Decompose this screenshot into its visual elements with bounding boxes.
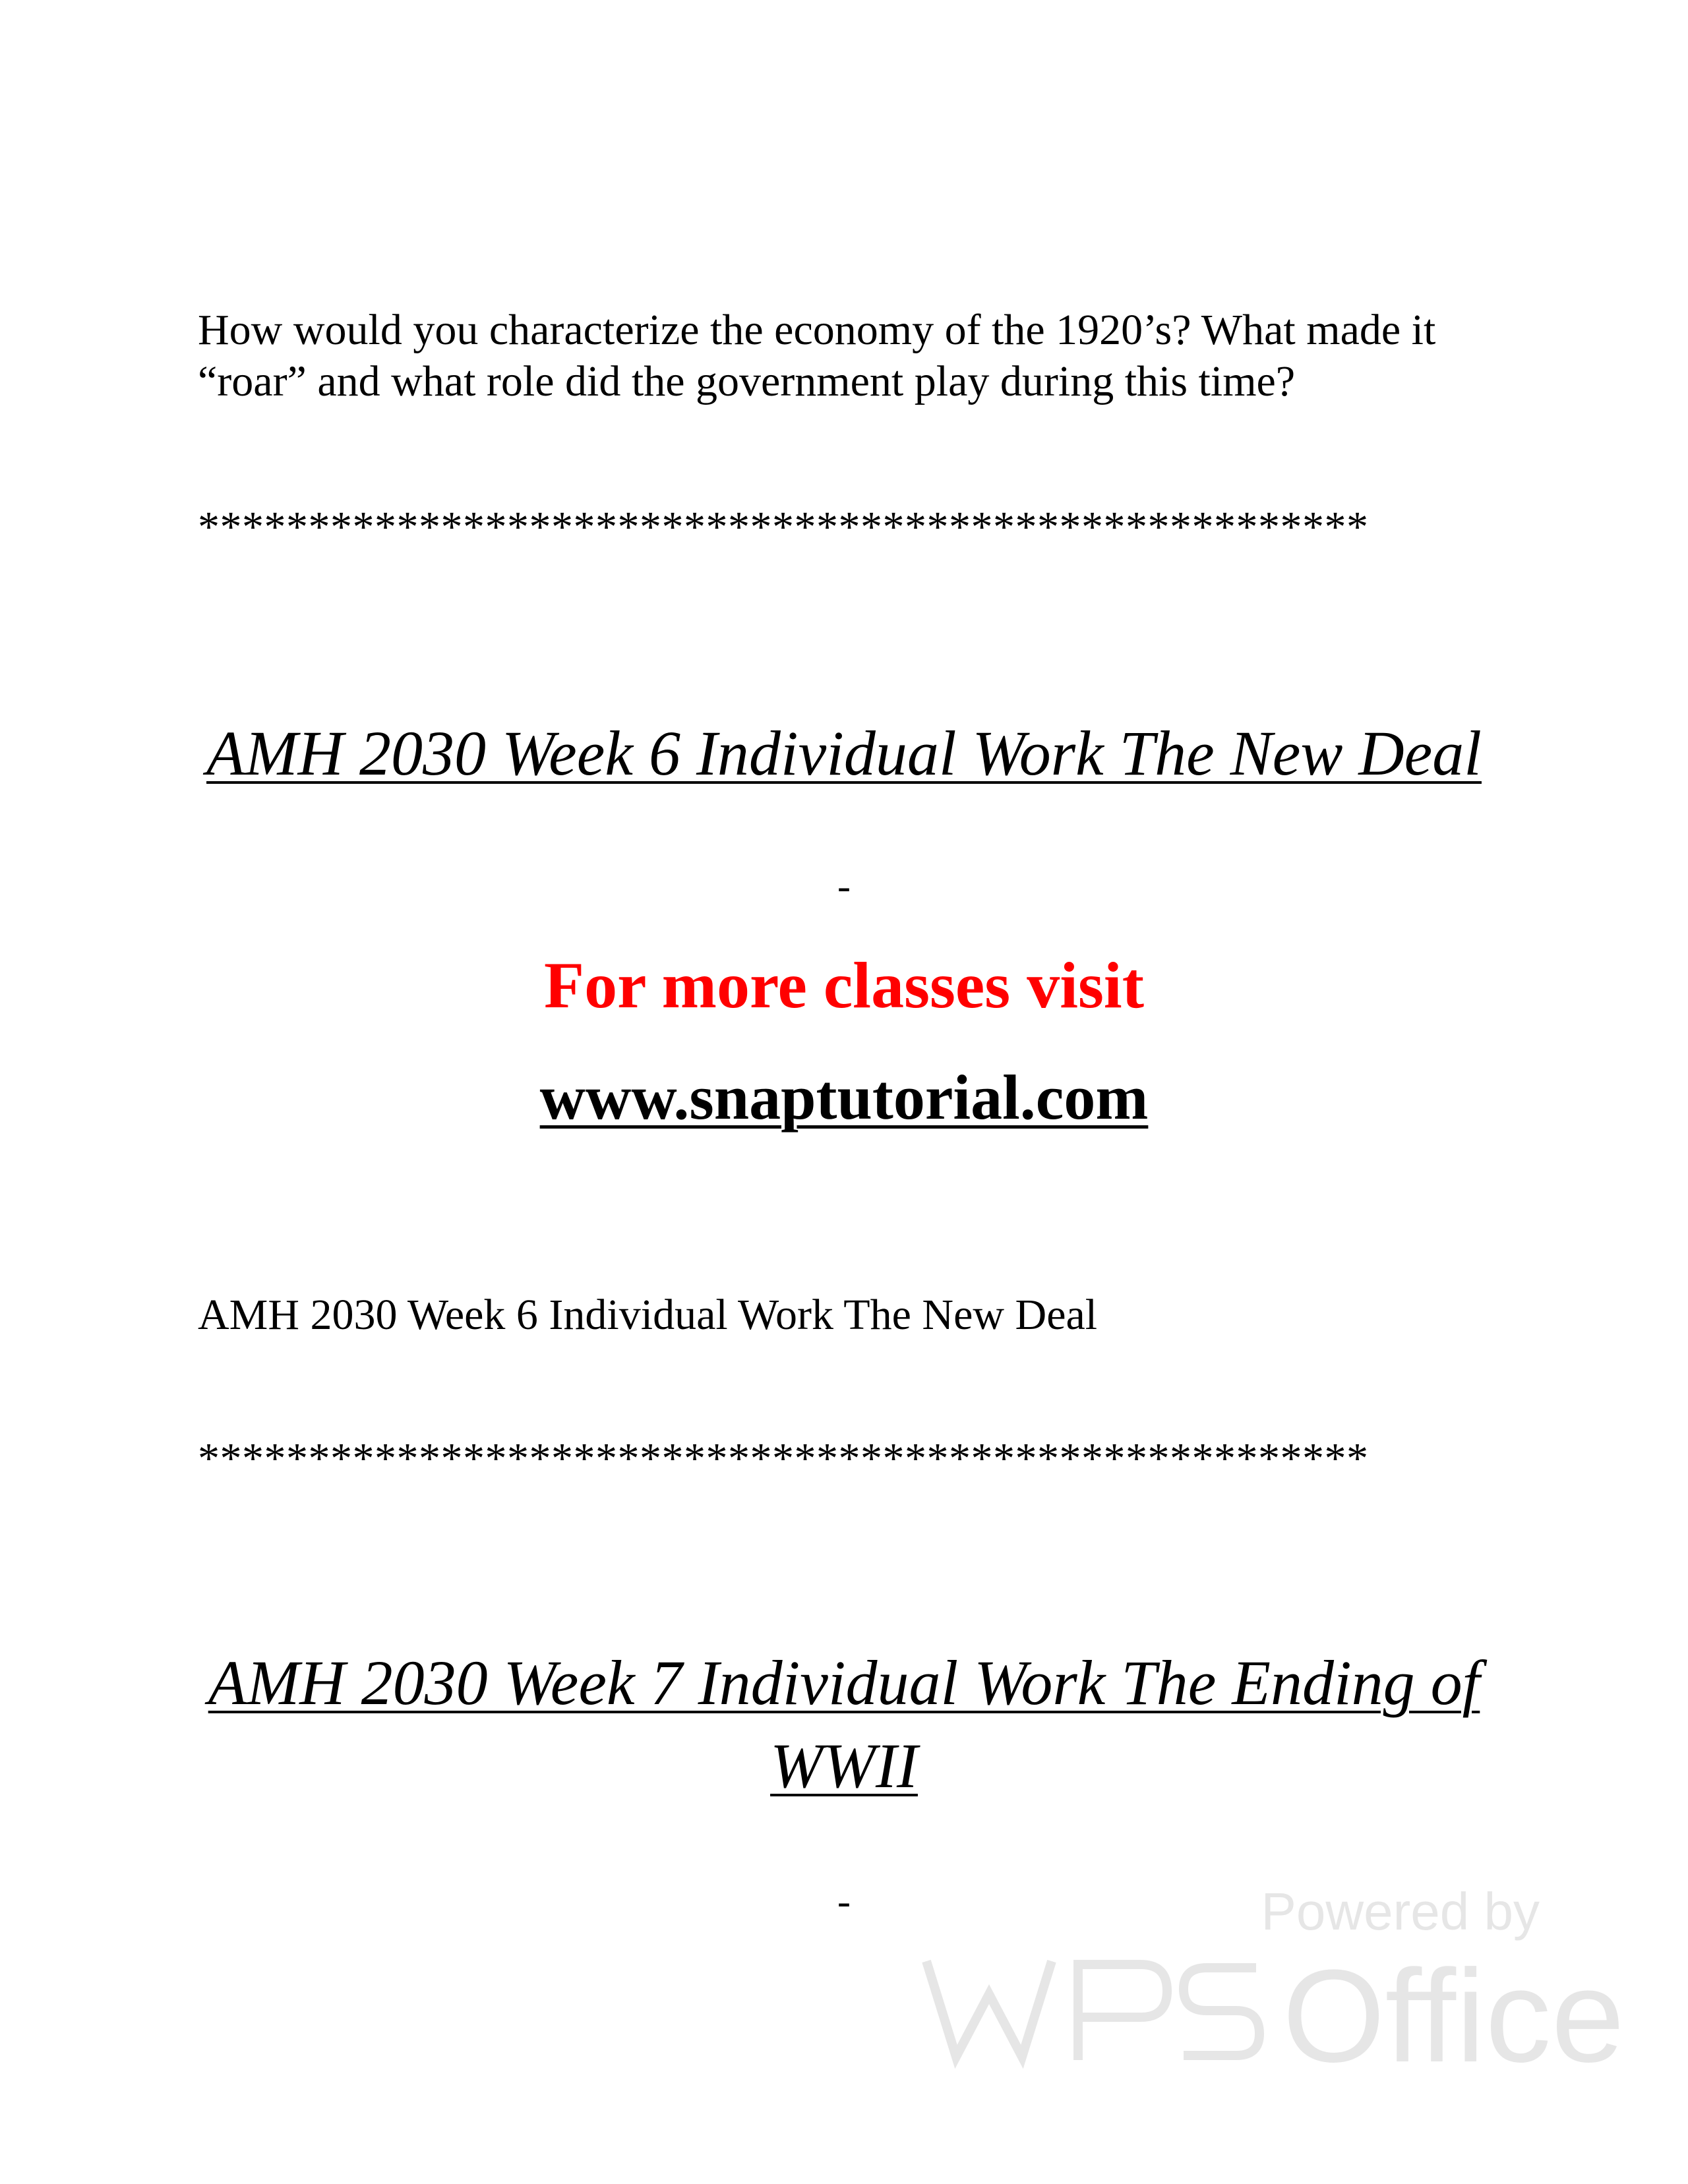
question-paragraph: [198, 305, 1517, 407]
logo-office-text: Office: [1282, 1943, 1625, 2090]
section-heading-line-2: [198, 1725, 1490, 1808]
question-line-1: How would you characterize the economy of the 1920’s? What made it: [198, 306, 1436, 354]
logo-p-mark: [1078, 1964, 1167, 2060]
separator-stars: *****************************************************: [198, 1434, 1369, 1483]
section-heading-line-2-text: WWII: [770, 1730, 918, 1801]
section-heading-week-6: AMH 2030 Week 6 Individual Work The New Deal: [206, 718, 1482, 788]
section-heading-line-1: AMH 2030 Week 7 Individual Work The Ending of: [208, 1647, 1480, 1718]
dash-separator: -: [837, 1879, 851, 1923]
logo-w-mark: [926, 1961, 1052, 2057]
question-line-2: “roar” and what role did the government play during this time?: [198, 357, 1296, 405]
promo-text: For more classes visit: [543, 949, 1144, 1022]
section-heading-week-7: [198, 1641, 1490, 1808]
wps-office-watermark: [920, 1882, 1625, 2090]
separator-stars: *****************************************************: [198, 503, 1369, 551]
website-link[interactable]: www.snaptutorial.com: [539, 1062, 1149, 1133]
dash-separator: -: [837, 864, 851, 908]
website-link-container: [0, 1058, 1688, 1137]
watermark-powered-by: Powered by: [1261, 1882, 1540, 1941]
logo-s-mark: [1184, 1968, 1259, 2055]
section-body-text: AMH 2030 Week 6 Individual Work The New Deal: [198, 1291, 1098, 1339]
wps-office-logo-icon: [920, 1943, 1625, 2090]
